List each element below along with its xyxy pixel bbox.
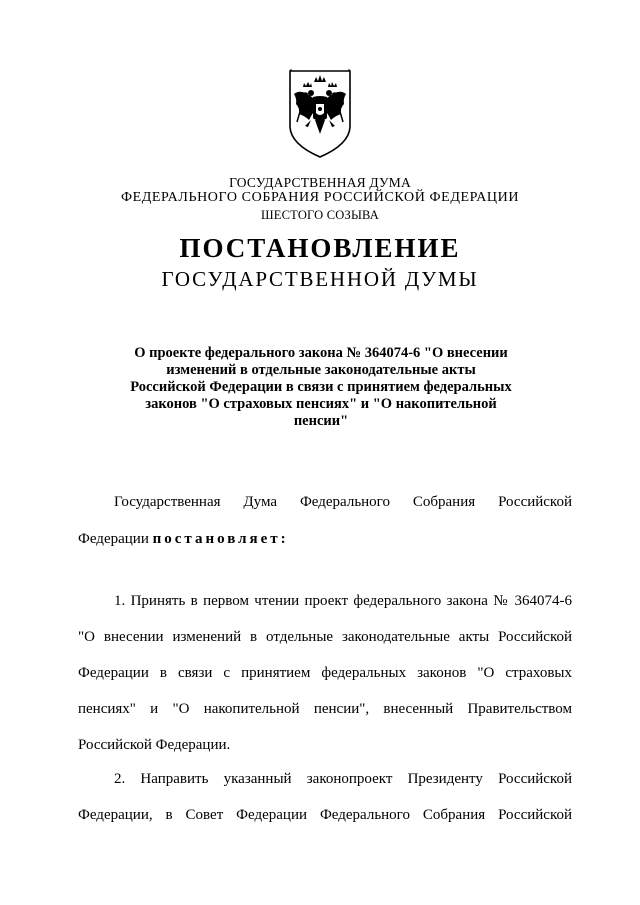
preamble-line: Государственная Дума Федерального Собрания Российской	[114, 494, 572, 510]
header-convocation: ШЕСТОГО СОЗЫВА	[260, 208, 380, 222]
subject-line: пенсии"	[293, 413, 349, 429]
header-duma: ГОСУДАРСТВЕННАЯ ДУМА	[229, 175, 411, 190]
document-subtitle: ГОСУДАРСТВЕННОЙ ДУМЫ	[161, 267, 479, 291]
subject-line: изменений в отдельные законодательные акты	[166, 362, 476, 378]
item1-line: пенсиях" и "О накопительной пенсии", внесенный Правительством	[78, 701, 572, 717]
preamble-decision-line	[78, 530, 572, 548]
subject-line: Российской Федерации в связи с принятием федеральных	[130, 379, 512, 395]
resolution-subject	[120, 345, 522, 430]
russian-coat-of-arms-icon	[287, 68, 353, 160]
header-federal-assembly: ФЕДЕРАЛЬНОГО СОБРАНИЯ РОССИЙСКОЙ ФЕДЕРАЦИИ	[120, 190, 520, 205]
item1-line: 1. Принять в первом чтении проект федерального закона № 364074-6	[114, 593, 572, 609]
preamble-text: Федерации	[78, 531, 149, 547]
document-title: ПОСТАНОВЛЕНИЕ	[179, 233, 461, 263]
item2-line: Федерации, в Совет Федерации Федерального Собрания Российской	[78, 807, 572, 823]
item2-line: 2. Направить указанный законопроект Президенту Российской	[114, 771, 572, 787]
subject-line: законов "О страховых пенсиях" и "О накопительной	[145, 396, 497, 412]
subject-line: О проекте федерального закона № 364074-6 "О внесении	[134, 345, 508, 361]
decision-word: постановляет:	[152, 531, 289, 547]
item1-line: "О внесении изменений в отдельные законодательные акты Российской	[78, 629, 572, 645]
item1-line: Федерации в связи с принятием федеральных законов "О страховых	[78, 665, 572, 681]
item1-line: Российской Федерации.	[78, 737, 231, 753]
